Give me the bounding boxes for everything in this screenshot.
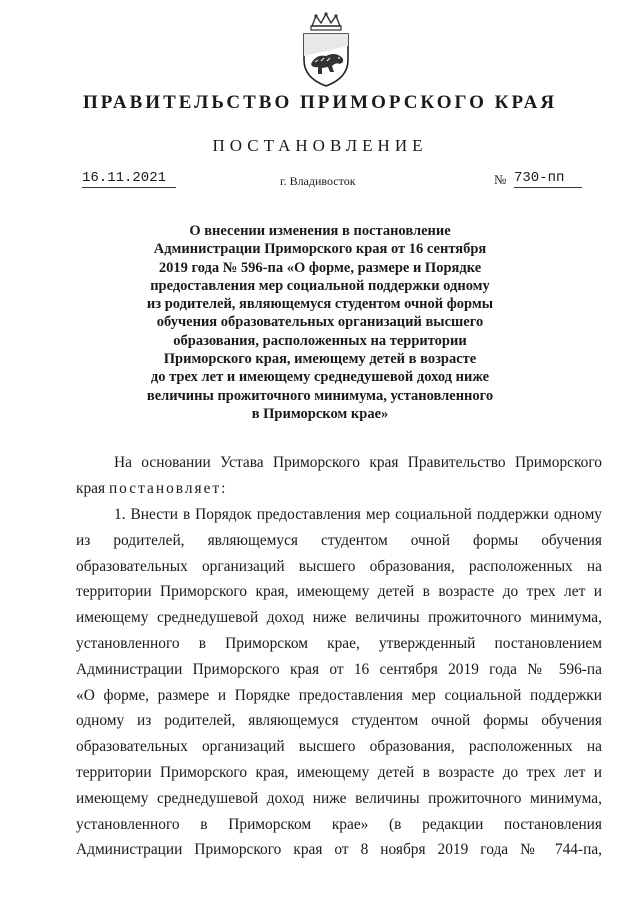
document-number: 730-пп xyxy=(514,170,582,188)
government-title: ПРАВИТЕЛЬСТВО ПРИМОРСКОГО КРАЯ xyxy=(82,92,558,113)
number-sign: № xyxy=(494,172,507,187)
document-type: ПОСТАНОВЛЕНИЕ xyxy=(212,136,428,155)
heading-line: Приморского края, имеющему детей в возрасте xyxy=(163,351,477,368)
preamble-text: края xyxy=(76,479,109,497)
document-heading xyxy=(120,222,520,423)
paragraph-line: образовательных организаций высшего образования, расположенных на xyxy=(76,738,602,756)
paragraph-line: территории Приморского края, имеющему детей в возрасте до трех лет и xyxy=(76,763,602,781)
document-city: г. Владивосток xyxy=(280,174,356,188)
paragraph-line: территории Приморского края, имеющему детей в возрасте до трех лет и xyxy=(76,583,602,601)
paragraph-line: образовательных организаций высшего образования, расположенных на xyxy=(76,557,602,575)
paragraph-line: 1. Внести в Порядок предоставления мер социальной поддержки одному xyxy=(114,506,602,523)
heading-line: образования, расположенных на территории xyxy=(173,332,467,349)
heading-line: до трех лет и имеющему среднедушевой доход ниже xyxy=(150,369,490,386)
paragraph-line: имеющему среднедушевой доход ниже величины прожиточного минимума, xyxy=(76,609,602,627)
paragraph-line: имеющему среднедушевой доход ниже величины прожиточного минимума, xyxy=(76,789,602,807)
heading-line: предоставления мер социальной поддержки одному xyxy=(150,277,490,294)
document-date: 16.11.2021 xyxy=(82,170,176,188)
heading-line: обучения образовательных организаций высшего xyxy=(156,314,484,331)
paragraph-line: одному из родителей, являющемуся студентом очной формы обучения xyxy=(76,712,602,730)
preamble-paragraph xyxy=(76,450,602,502)
paragraph-line xyxy=(76,476,602,502)
clause-1-paragraph xyxy=(76,502,602,863)
heading-line: из родителей, являющемуся студентом очной формы xyxy=(146,296,494,313)
paragraph-line: установленного в Приморском крае, утвержденный постановлением xyxy=(76,634,602,652)
paragraph-line: установленного в Приморском крае» (в редакции постановления xyxy=(76,815,602,833)
preamble-resolves: постановляет: xyxy=(108,479,228,497)
heading-line: в Приморском крае» xyxy=(251,405,389,422)
heading-line: О внесении изменения в постановление xyxy=(189,223,451,239)
heading-line: Администрации Приморского края от 16 сентября xyxy=(153,241,487,258)
paragraph-line: из родителей, являющемуся студентом очной формы обучения xyxy=(76,531,602,549)
paragraph-line: Администрации Приморского края от 8 ноября 2019 года № 744-па, xyxy=(76,841,602,859)
paragraph-line: На основании Устава Приморского края Правительство Приморского xyxy=(114,454,602,471)
heading-line: величины прожиточного минимума, установленного xyxy=(146,387,494,404)
heading-line: 2019 года № 596-па «О форме, размере и Порядке xyxy=(158,259,482,276)
coat-of-arms-icon xyxy=(298,12,354,90)
paragraph-line: Администрации Приморского края от 16 сентября 2019 года № 596-па xyxy=(76,660,602,678)
paragraph-line: «О форме, размере и Порядке предоставления мер социальной поддержки xyxy=(76,686,602,704)
